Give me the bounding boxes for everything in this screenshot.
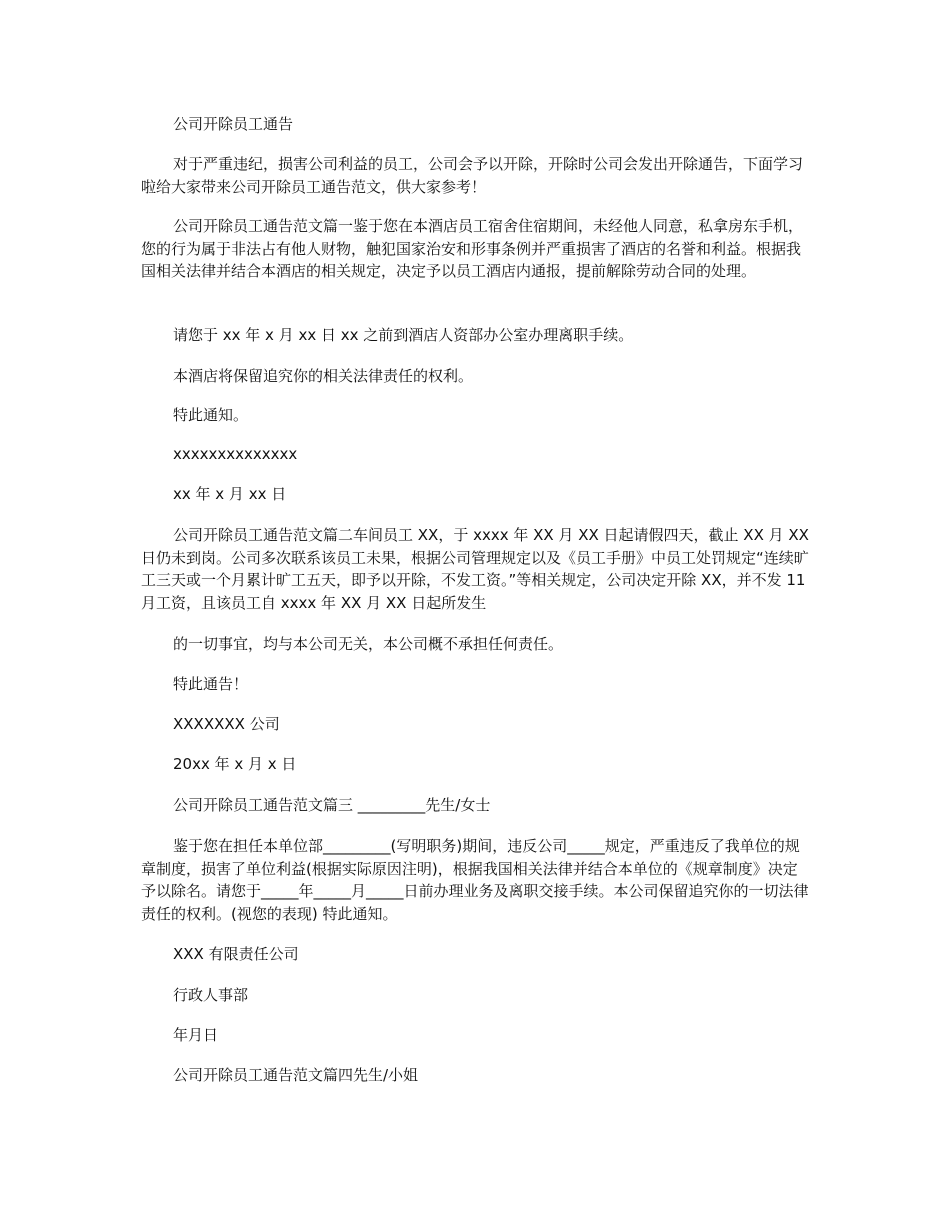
sample-three-heading: 公司开除员工通告范文篇三 _________先生/女士 (173, 796, 491, 814)
intro-paragraph: 对于严重违纪，损害公司利益的员工，公司会予以开除，开除时公司会发出开除通告，下面学习啦给大家带来公司开除员工通告范文，供大家参考！ (141, 155, 804, 196)
sample-two-closing: 特此通告！ (173, 675, 249, 693)
document-title: 公司开除员工通告 (173, 115, 294, 133)
sample-one-signature: xxxxxxxxxxxxxx (173, 445, 298, 463)
sample-one-deadline: 请您于 xx 年 x 月 xx 日 xx 之前到酒店人资部办公室办理离职手续。 (173, 326, 634, 344)
sample-one-date: xx 年 x 月 xx 日 (173, 485, 287, 503)
sample-two-body: 公司开除员工通告范文篇二车间员工 XX，于 xxxx 年 XX 月 XX 日起请假四天，截止 XX 月 XX 日仍未到岗。公司多次联系该员工未果，根据公司管理规定以及《员工手册》中员工处罚规定“连续旷工三天或一个月累计旷工五天，即予以开除，不发工资。”等相关规定，公司决定开除 XX，并不发 11 月工资，且该员工自 xxxx 年 XX 月 XX 日起所发生 (141, 526, 809, 612)
sample-four-heading: 公司开除员工通告范文篇四先生/小姐 (173, 1066, 419, 1084)
sample-one-body: 公司开除员工通告范文篇一鉴于您在本酒店员工宿舍住宿期间，未经他人同意，私拿房东手机，您的行为属于非法占有他人财物，触犯国家治安和形事条例并严重损害了酒店的名誉和利益。根据我国相关法律并结合本酒店的相关规定，决定予以员工酒店内通报，提前解除劳动合同的处理。 (141, 217, 804, 280)
sample-three-department: 行政人事部 (173, 986, 249, 1004)
sample-one-liability: 本酒店将保留追究你的相关法律责任的权利。 (173, 367, 474, 385)
sample-one-closing: 特此通知。 (173, 406, 249, 424)
sample-two-date: 20xx 年 x 月 x 日 (173, 755, 297, 773)
sample-two-signature: XXXXXXX 公司 (173, 715, 280, 733)
sample-three-body: 鉴于您在担任本单位部_________(写明职务)期间，违反公司_____规定，严重违反了我单位的规章制度，损害了单位利益(根据实际原因注明)，根据我国相关法律并结合本单位的《规章制度》决定予以除名。请您于_____年_____月_____日前办理业务及离职交接手续。本公司保留追究你的一切法律责任的权利。(视您的表现) 特此通知。 (141, 837, 809, 923)
sample-three-company: XXX 有限责任公司 (173, 945, 299, 963)
sample-three-date: 年月日 (173, 1026, 219, 1044)
sample-two-disclaimer: 的一切事宜，均与本公司无关，本公司概不承担任何责任。 (173, 635, 564, 653)
